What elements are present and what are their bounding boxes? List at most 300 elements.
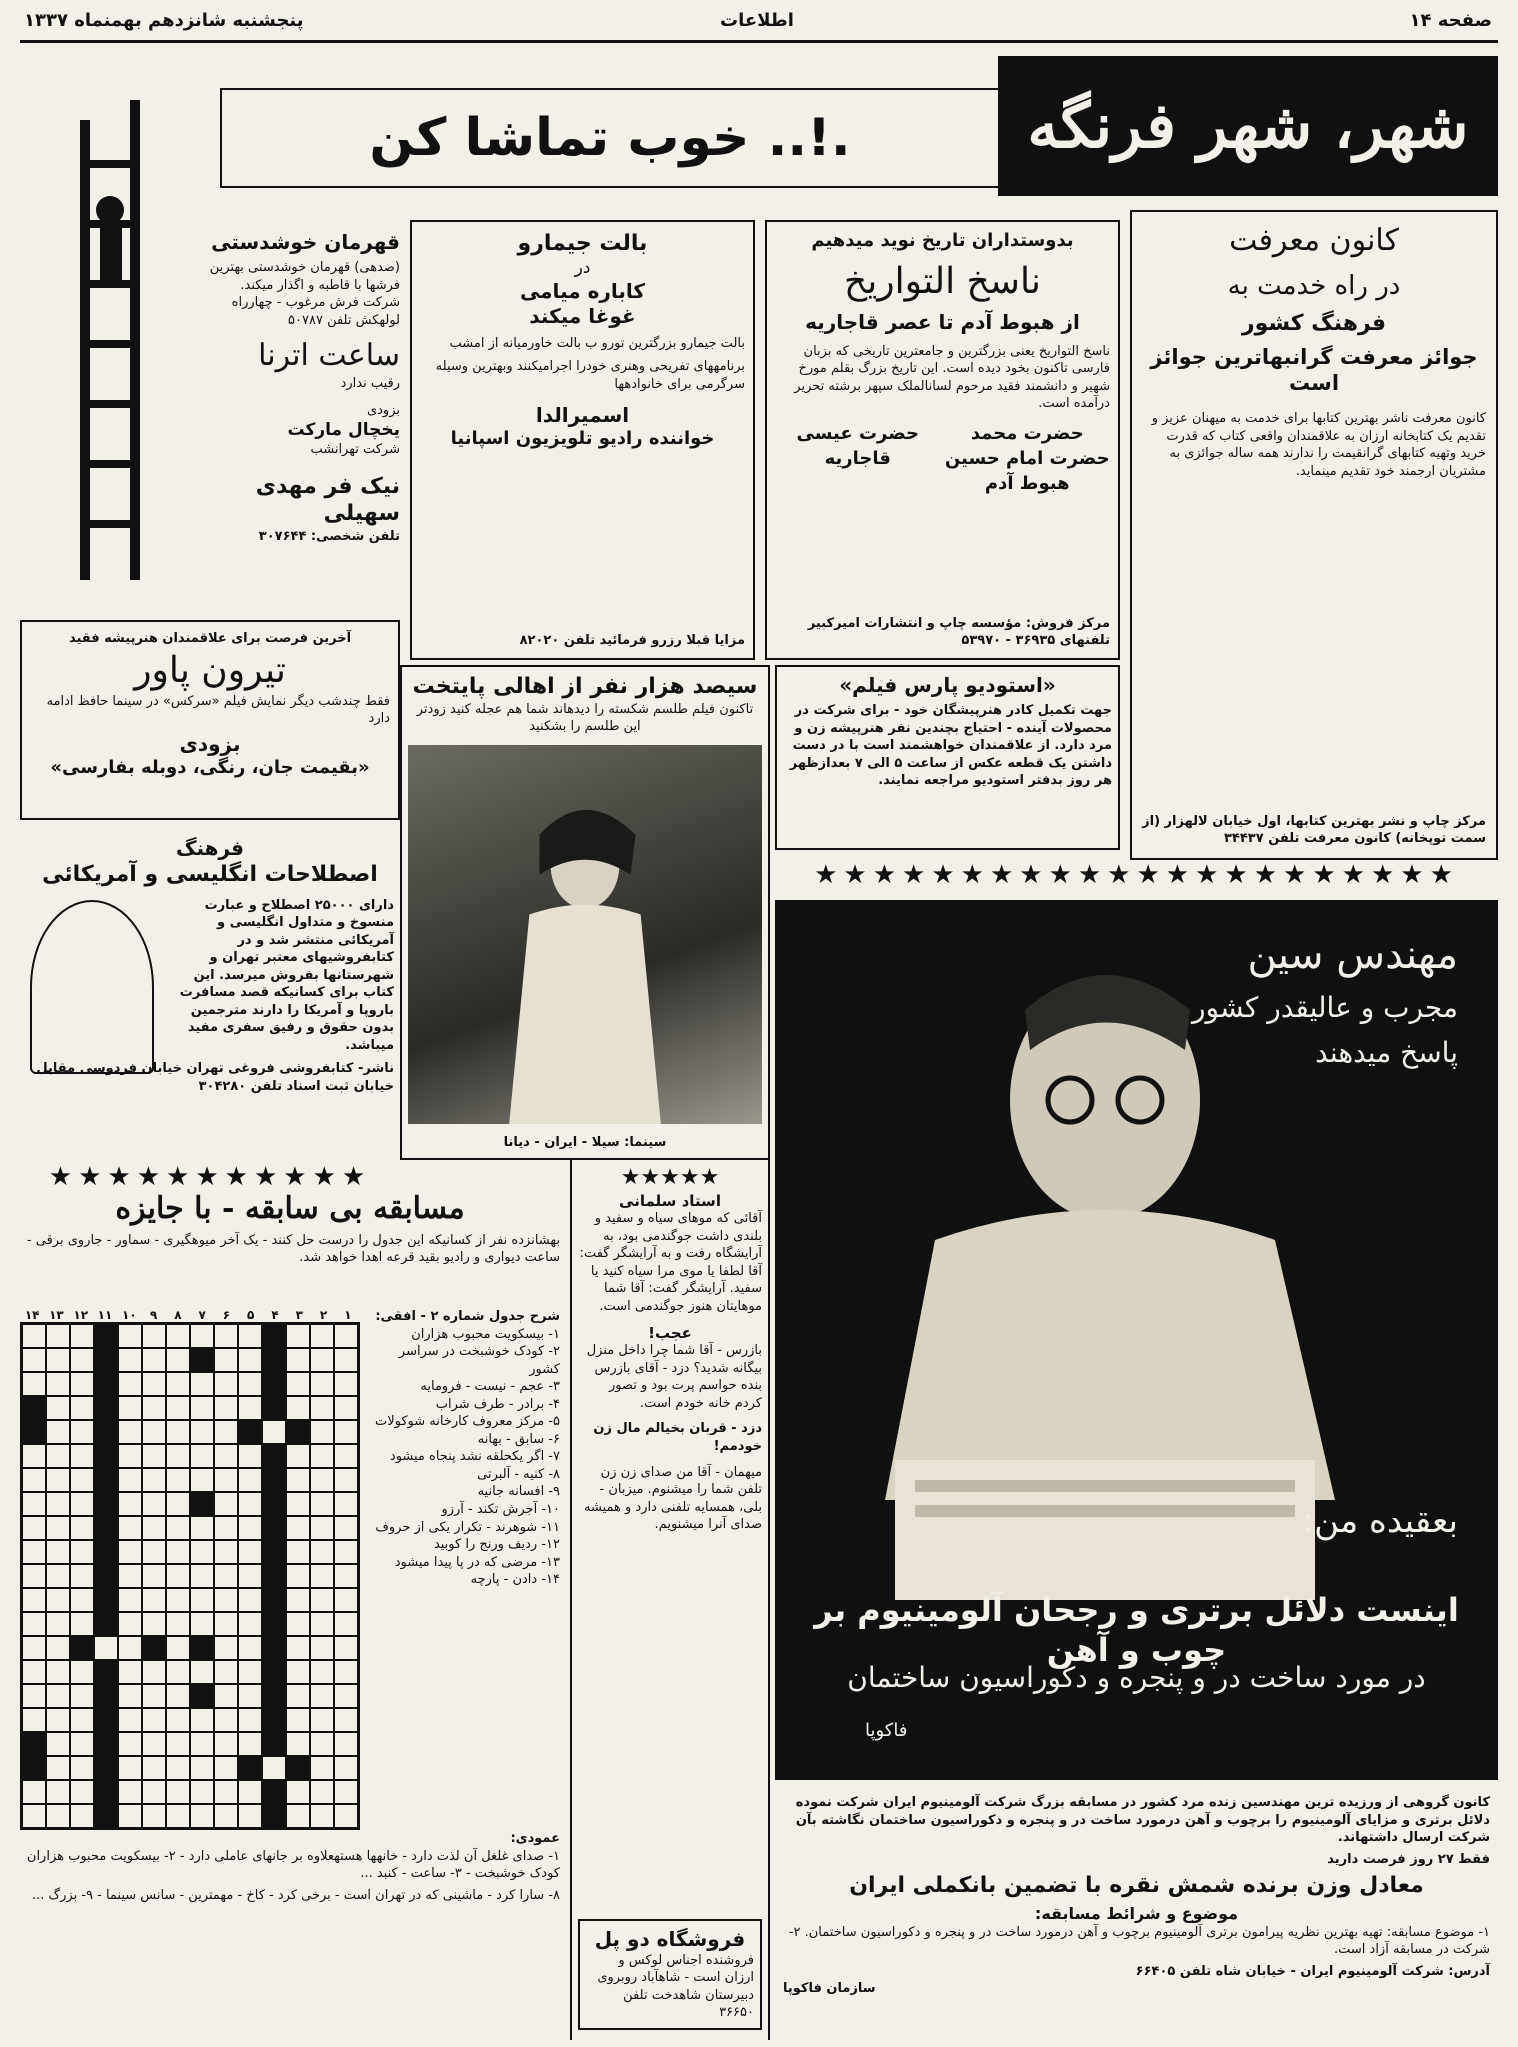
crossword-cell	[238, 1732, 262, 1756]
crossword-cell	[190, 1780, 214, 1804]
newspaper-name: اطلاعات	[720, 10, 794, 31]
ladder-illustration	[20, 60, 200, 580]
crossword-cell	[334, 1348, 358, 1372]
crossword-cell	[334, 1612, 358, 1636]
crossword-cell	[262, 1444, 286, 1468]
nasekh-vol: حضرت امام حسین	[944, 447, 1110, 469]
crossword-cell	[142, 1780, 166, 1804]
crossword-cell	[118, 1324, 142, 1348]
crossword-cell	[166, 1324, 190, 1348]
crossword-cell	[94, 1660, 118, 1684]
farhang-ad	[20, 830, 400, 1160]
crossword-cell	[94, 1396, 118, 1420]
crossword-cell	[70, 1468, 94, 1492]
col-number: ۱۳	[49, 1308, 64, 1322]
studio-body: جهت تکمیل کادر هنرپیشگان خود - برای شرکت در محصولات آینده - احتیاج بچندین نفر هنرپیشه زن و مرد دارد. از علاقمندان خواهشمند است با در دست داشتن یک قطعه عکس از ساعت ۵ الی ۷ بعدازظهر هر روز بدفتر استودیو مراجعه نمایند.	[789, 703, 1112, 789]
crossword-cell	[214, 1708, 238, 1732]
crossword-cell	[118, 1348, 142, 1372]
crossword-cell	[118, 1492, 142, 1516]
crossword-cell	[46, 1468, 70, 1492]
crossword-cell	[238, 1468, 262, 1492]
crossword-cell	[310, 1492, 334, 1516]
banner-slogan: خوب تماشا کن ..!.	[220, 88, 1000, 188]
crossword-cell	[94, 1492, 118, 1516]
col-number: ۴	[271, 1308, 279, 1322]
crossword-cell	[142, 1372, 166, 1396]
farhang-body: دارای ۲۵۰۰۰ اصطلاح و عبارت منسوخ و متداول انگلیسی و آمریکائی منتشر شد و در کتابفروشیهای معتبر تهران و شهرستانها بفروش میرسد. این کتاب برای کسانیکه قصد مسافرت باروپا و آمریکا را دارند مترجمین بدون حقوق و رفیق سفری مفید میباشد.	[179, 897, 394, 1053]
crossword-cell	[70, 1444, 94, 1468]
crossword-cell	[262, 1804, 286, 1828]
crossword-cell	[70, 1804, 94, 1828]
crossword-cell	[22, 1468, 46, 1492]
ad-deadline: فقط ۲۷ روز فرصت دارید	[1327, 1851, 1490, 1867]
crossword-cell	[334, 1684, 358, 1708]
crossword-cell	[214, 1324, 238, 1348]
hero-sig-tel: تلفن شخصی: ۳۰۷۶۴۴	[258, 528, 400, 544]
crossword-cell	[142, 1636, 166, 1660]
crossword-cell	[166, 1348, 190, 1372]
ballet-l2: کاباره میامی	[519, 278, 646, 303]
nasekh-vol: قاجاریه	[824, 447, 891, 469]
crossword-cell	[310, 1516, 334, 1540]
crossword-cell	[334, 1396, 358, 1420]
crossword-cell	[310, 1732, 334, 1756]
column-stars: ★★★★★	[620, 1165, 720, 1190]
star-divider-left: ★★★★★★★★★★★	[48, 1162, 372, 1192]
crossword-cell	[94, 1612, 118, 1636]
more-clues: ۸- سارا کرد - ماشینی که در تهران است - برخی کرد - کاخ - مهمترین - سانس سینما - ۹- بزرگ ...	[31, 1887, 560, 1903]
crossword-cell	[94, 1636, 118, 1660]
crossword-cell	[118, 1396, 142, 1420]
crossword-cell	[190, 1348, 214, 1372]
studio-pars-film-ad	[775, 665, 1120, 850]
crossword-cell	[214, 1660, 238, 1684]
crossword-cell	[46, 1540, 70, 1564]
crossword-cell	[262, 1636, 286, 1660]
crossword-cell	[46, 1636, 70, 1660]
crossword-cell	[46, 1516, 70, 1540]
crossword-cell	[94, 1348, 118, 1372]
farhang-publisher: ناشر- کتابفروشی فروغی تهران خیابان فردوسی مقابل خیابان ثبت اسناد تلفن ۳۰۴۲۸۰	[36, 1061, 394, 1094]
crossword-cell	[310, 1780, 334, 1804]
crossword-cell	[286, 1684, 310, 1708]
crossword-cell	[262, 1732, 286, 1756]
ad-opinion: بعقیده من:	[1302, 1501, 1458, 1541]
crossword-cell	[70, 1732, 94, 1756]
hero-signature: نیک فر مهدی سهیلی	[255, 473, 400, 527]
crossword-cell	[46, 1588, 70, 1612]
crossword-cell	[142, 1516, 166, 1540]
crossword-cell	[286, 1396, 310, 1420]
farhang-sub: اصطلاحات انگلیسی و آمریکائی	[42, 862, 378, 887]
crossword-cell	[190, 1444, 214, 1468]
crossword-cell	[214, 1420, 238, 1444]
crossword-cell	[22, 1396, 46, 1420]
crossword-cell	[334, 1804, 358, 1828]
page-header	[20, 8, 1498, 38]
crossword-cell	[262, 1612, 286, 1636]
crossword-cell	[22, 1372, 46, 1396]
crossword-cell	[286, 1780, 310, 1804]
col-number: ۵	[247, 1308, 255, 1322]
crossword-cell	[214, 1732, 238, 1756]
crossword-cell	[334, 1516, 358, 1540]
farhang-title: فرهنگ	[175, 836, 245, 860]
kanoon-sub3: جوائز معرفت گرانبهاترین جوائز است	[1150, 344, 1478, 395]
clue: ۱۴- دادن - پارچه	[470, 1572, 560, 1588]
crossword-cell	[214, 1780, 238, 1804]
crossword-cell	[238, 1564, 262, 1588]
ad-engineer-name: مهندس سین	[1247, 932, 1458, 978]
crossword-cell	[190, 1372, 214, 1396]
clock-title: ساعت اترنا	[258, 338, 400, 374]
ballet-l6: خواننده رادیو تلویزیون اسپانیا	[450, 428, 715, 450]
crossword-cell	[214, 1396, 238, 1420]
col-number: ۳	[295, 1308, 303, 1322]
vertical-title: عمودی:	[510, 1831, 560, 1846]
crossword-cell	[262, 1708, 286, 1732]
ballet-title: بالت جیمارو	[517, 231, 648, 256]
clue: ۷- اگر یکحلقه نشد پنجاه میشود	[389, 1449, 560, 1465]
ad-rules-title: موضوع و شرائط مسابقه:	[1034, 1903, 1239, 1923]
crossword-cell	[238, 1756, 262, 1780]
crossword-cell	[190, 1564, 214, 1588]
crossword-cell	[166, 1708, 190, 1732]
crossword-cell	[286, 1324, 310, 1348]
crossword-cell	[334, 1780, 358, 1804]
crossword-cell	[166, 1660, 190, 1684]
crossword-cell	[334, 1468, 358, 1492]
crossword-cell	[214, 1612, 238, 1636]
crossword-cell	[142, 1540, 166, 1564]
crossword-grid	[20, 1322, 360, 1830]
crossword-cell	[118, 1804, 142, 1828]
nasekh-title: ناسخ التواریخ	[844, 260, 1041, 302]
crossword-cell	[166, 1396, 190, 1420]
crossword-cell	[310, 1612, 334, 1636]
col-number: ۶	[222, 1308, 231, 1322]
clue: ۴- برادر - طرف شراب	[435, 1396, 560, 1412]
crossword-cell	[46, 1396, 70, 1420]
clock-sub: رقیب ندارد	[340, 375, 400, 391]
crossword-cell	[70, 1372, 94, 1396]
crossword-cell	[262, 1396, 286, 1420]
crossword-cell	[214, 1468, 238, 1492]
col-number: ۱۴	[24, 1308, 40, 1322]
crossword-cell	[22, 1444, 46, 1468]
crossword-cell	[166, 1516, 190, 1540]
ballet-l1: در	[574, 257, 591, 278]
crossword-cell	[94, 1684, 118, 1708]
crossword-cell	[262, 1372, 286, 1396]
column-sub: عجب!	[648, 1323, 692, 1342]
col-number: ۸	[174, 1308, 182, 1322]
ad-brand-mark: فاکوپا	[865, 1720, 908, 1741]
crossword-cell	[142, 1396, 166, 1420]
kanoon-footer: مرکز چاپ و نشر بهترین کتابها، اول خیابان لالهزار (از سمت توپخانه) کانون معرفت تلفن ۳۴۴۳۷	[1142, 813, 1486, 847]
crossword-cell	[46, 1756, 70, 1780]
ad-intro: کانون گروهی از ورزیده ترین مهندسین زنده مرد کشور در مسابقه بزرگ شرکت آلومینیوم ایران شرکت نموده دلائل برتری و مزایای آلومینیوم را برچوب و آهن درمورد ساخت در و پنجره و دکوراسیون ساختمان نگاشته بآن شرکت ارسال داشتهاند.	[795, 1795, 1490, 1846]
crossword-cell	[70, 1708, 94, 1732]
crossword-cell	[190, 1708, 214, 1732]
crossword-cell	[22, 1660, 46, 1684]
crossword-cell	[22, 1732, 46, 1756]
crossword-cell	[118, 1612, 142, 1636]
crossword-cell	[214, 1540, 238, 1564]
crossword-cell	[286, 1636, 310, 1660]
crossword-cell	[142, 1660, 166, 1684]
col-number: ۱۲	[73, 1308, 89, 1322]
crossword-cell	[22, 1780, 46, 1804]
crossword-cell	[118, 1780, 142, 1804]
crossword-cell	[238, 1708, 262, 1732]
column-body3: میهمان - آقا من صدای زن زن تلفن شما را میشنوم. میزبان - بلی، همسایه تلفنی دارد و همیشه صدای آنرا میشنویم.	[584, 1464, 762, 1533]
clue: ۱۱- شوهرند - تکرار یکی از حروف	[375, 1519, 560, 1535]
crossword-cell	[190, 1396, 214, 1420]
crossword-cell	[70, 1588, 94, 1612]
ballet-jimaro-ad	[410, 220, 755, 660]
crossword-cell	[262, 1756, 286, 1780]
crossword-vertical	[20, 1830, 560, 1904]
ad-text-panel	[775, 1790, 1498, 2040]
across-title: شرح جدول شماره ۲ - افقی:	[375, 1309, 560, 1324]
crossword-cell	[310, 1588, 334, 1612]
clue: ۱۳- مرضی که در پا پیدا میشود	[394, 1554, 560, 1570]
crossword-cell	[46, 1708, 70, 1732]
crossword-cell	[286, 1804, 310, 1828]
crossword-cell	[310, 1756, 334, 1780]
crossword-cell	[262, 1684, 286, 1708]
crossword-cell	[238, 1588, 262, 1612]
film-caption: سینما: سیلا - ایران - دیانا	[503, 1135, 667, 1151]
crossword-cell	[238, 1444, 262, 1468]
crossword-cell	[94, 1444, 118, 1468]
crossword-cell	[262, 1780, 286, 1804]
crossword-cell	[214, 1516, 238, 1540]
ballet-l4: بالت جیمارو بزرگترین تورو ب بالت خاورمیانه از امشب	[449, 335, 745, 351]
kanoon-body: کانون معرفت ناشر بهترین کتابها برای خدمت به میهنان عزیز و تقدیم یک کتابخانه ارزان به علاقمندان واقعی کتاب که قدرت خرید وتهیه کتابهای گرانقیمت را ندارند همه ساله جوائزی به مشتریان ارجمند خود تقدیم مینماید.	[1151, 411, 1486, 479]
crossword-cell	[166, 1732, 190, 1756]
ballet-tel: مزایا قبلا رزرو فرمائید تلفن ۸۲۰۲۰	[519, 633, 745, 649]
crossword-cell	[142, 1612, 166, 1636]
crossword-cell	[142, 1444, 166, 1468]
crossword-cell	[286, 1348, 310, 1372]
crossword-cell	[94, 1540, 118, 1564]
tyrone-soon: بزودی	[179, 731, 241, 756]
ad-tag2: پاسخ میدهند	[1315, 1036, 1458, 1069]
crossword-cell	[22, 1420, 46, 1444]
crossword-cell	[94, 1588, 118, 1612]
crossword-cell	[142, 1564, 166, 1588]
crossword-cell	[334, 1756, 358, 1780]
film-headline: سیصد هزار نفر از اهالی پایتخت	[412, 674, 758, 699]
nasekh-headline: بدوستداران تاریخ نوید میدهیم	[811, 230, 1074, 251]
crossword-cell	[238, 1324, 262, 1348]
crossword-cell	[286, 1732, 310, 1756]
crossword-cell	[22, 1588, 46, 1612]
crossword-cell	[214, 1588, 238, 1612]
crossword-cell	[286, 1420, 310, 1444]
crossword-cell	[166, 1612, 190, 1636]
crossword-cell	[22, 1804, 46, 1828]
ad-main1: اینست دلائل برتری و رجحان آلومینیوم بر چوب و آهن	[814, 1591, 1459, 1669]
nasekh-vol: حضرت محمد	[970, 422, 1084, 444]
tyrone-name: تیرون پاور	[134, 649, 286, 691]
crossword-cell	[118, 1516, 142, 1540]
crossword-cell	[22, 1516, 46, 1540]
crossword-cell	[46, 1804, 70, 1828]
crossword-area	[20, 1308, 360, 1830]
nasekh-volumes	[775, 423, 1110, 494]
crossword-cell	[238, 1804, 262, 1828]
crossword-cell	[22, 1612, 46, 1636]
crossword-cell	[238, 1420, 262, 1444]
crossword-cell	[142, 1756, 166, 1780]
crossword-cell	[46, 1420, 70, 1444]
ad-prize: معادل وزن برنده شمش نقره با تضمین بانکملی ایران	[849, 1873, 1424, 1899]
crossword-cell	[166, 1780, 190, 1804]
crossword-cell	[22, 1756, 46, 1780]
crossword-cell	[166, 1588, 190, 1612]
crossword-cell	[46, 1564, 70, 1588]
crossword-cell	[286, 1516, 310, 1540]
nasekh-vol: هبوط آدم	[984, 472, 1070, 494]
tyrone-last: «بقیمت جان، رنگی، دوبله بفارسی»	[50, 756, 370, 778]
crossword-cell	[142, 1732, 166, 1756]
crossword-cell	[22, 1708, 46, 1732]
crossword-cell	[286, 1492, 310, 1516]
crossword-cell	[334, 1732, 358, 1756]
crossword-cell	[262, 1492, 286, 1516]
clue: ۸- کنیه - آلبرتی	[477, 1466, 560, 1482]
crossword-clues	[370, 1308, 560, 1589]
crossword-cell	[334, 1588, 358, 1612]
crossword-cell	[238, 1372, 262, 1396]
clue: ۵- مرکز معروف کارخانه شوکولات	[374, 1414, 560, 1430]
crossword-cell	[238, 1540, 262, 1564]
crossword-cell	[262, 1468, 286, 1492]
crossword-cell	[142, 1492, 166, 1516]
crossword-cell	[286, 1468, 310, 1492]
crossword-cell	[214, 1756, 238, 1780]
crossword-cell	[142, 1468, 166, 1492]
crossword-cell	[118, 1756, 142, 1780]
crossword-cell	[334, 1636, 358, 1660]
crossword-cell	[46, 1372, 70, 1396]
crossword-cell	[70, 1516, 94, 1540]
crossword-cell	[286, 1612, 310, 1636]
crossword-cell	[142, 1420, 166, 1444]
crossword-cell	[94, 1420, 118, 1444]
tyrone-power-ad	[20, 620, 400, 820]
crossword-numbers	[20, 1308, 360, 1322]
crossword-cell	[142, 1324, 166, 1348]
clue: ۱۲- ردیف ورنج را کوبید	[433, 1537, 560, 1553]
col-number: ۱۰	[121, 1308, 137, 1322]
crossword-cell	[310, 1684, 334, 1708]
crossword-cell	[94, 1372, 118, 1396]
engineer-photo-panel	[775, 900, 1498, 1780]
crossword-cell	[166, 1372, 190, 1396]
crossword-cell	[142, 1804, 166, 1828]
crossword-cell	[262, 1540, 286, 1564]
crossword-cell	[166, 1564, 190, 1588]
crossword-cell	[118, 1468, 142, 1492]
col-number: ۱	[344, 1308, 352, 1322]
col-number: ۱۱	[97, 1308, 113, 1322]
crossword-cell	[118, 1684, 142, 1708]
crossword-cell	[46, 1348, 70, 1372]
crossword-cell	[334, 1708, 358, 1732]
crossword-cell	[286, 1540, 310, 1564]
crossword-cell	[46, 1324, 70, 1348]
nasekh-body: ناسخ التواریخ یعنی بزرگترین و جامعترین تاریخی که بزبان فارسی تاکنون بخود دیده است. این تاریخ بزرگ بقلم مورخ شهیر و دانشمند فقید مرحوم لسانالملک سپهر برشته تحریر درآمده است.	[794, 343, 1110, 412]
crossword-cell	[94, 1756, 118, 1780]
kanoon-sub2: فرهنگ کشور	[1241, 311, 1387, 336]
clue: ۹- افسانه جانیه	[477, 1484, 560, 1500]
crossword-cell	[22, 1564, 46, 1588]
crossword-cell	[286, 1588, 310, 1612]
contest-intro: بهشانزده نفر از کسانیکه این جدول را درست حل کنند - یک آخر میوهگیری - سماور - جاروی برقی - ساعت دیواری و رادیو بقید قرعه اهدا خواهد شد.	[26, 1232, 560, 1266]
crossword-cell	[22, 1540, 46, 1564]
clue: ۲- کودک خوشبخت در سراسر کشور	[398, 1344, 560, 1377]
crossword-cell	[166, 1684, 190, 1708]
crossword-cell	[94, 1468, 118, 1492]
crossword-cell	[262, 1588, 286, 1612]
crossword-cell	[310, 1660, 334, 1684]
crossword-cell	[118, 1660, 142, 1684]
crossword-cell	[310, 1468, 334, 1492]
crossword-cell	[286, 1444, 310, 1468]
tyrone-body: فقط چندشب دیگر نمایش فیلم «سرکس» در سینما حافظ ادامه دارد	[46, 693, 390, 727]
crossword-cell	[190, 1684, 214, 1708]
crossword-cell	[70, 1324, 94, 1348]
ballet-l3: غوغا میکند	[529, 303, 636, 328]
column-title: استاد سلمانی	[619, 1191, 721, 1210]
column-body2: بازرس - آقا شما چرا داخل منزل بیگانه شدید؟ دزد - آقای بازرس بنده حواسم پرت بود و تصور کردم خانه خودم است.	[586, 1343, 762, 1411]
hero-market: یخچال مارکت	[287, 419, 400, 440]
crossword-cell	[190, 1420, 214, 1444]
crossword-cell	[94, 1564, 118, 1588]
column-sub2: دزد - قربان بخیالم مال زن خودمم!	[593, 1421, 762, 1455]
crossword-cell	[46, 1732, 70, 1756]
clue: ۶- سابق - بهانه	[477, 1431, 560, 1447]
banner-title: شهر، شهر فرنگه	[998, 56, 1498, 196]
ballet-l5: برنامههای تفریحی وهنری خودرا اجرامیکنند وبهترین وسیله سرگرمی برای خانوادهها	[435, 359, 745, 392]
crossword-cell	[262, 1420, 286, 1444]
crossword-cell	[118, 1564, 142, 1588]
crossword-cell	[166, 1420, 190, 1444]
nasekh-tavarikh-ad	[765, 220, 1120, 660]
kanoon-title: کانون معرفت	[1229, 223, 1399, 258]
crossword-cell	[70, 1756, 94, 1780]
ad-rules: ۱- موضوع مسابقه: تهیه بهترین نظریه پیرامون برتری آلومینیوم برچوب و آهن درمورد ساخت در و پنجره و دکوراسیون ساختمان. ۲- شرکت در مسابقه آزاد است.	[788, 1924, 1490, 1958]
crossword-cell	[118, 1420, 142, 1444]
film-talesm-ad	[400, 665, 770, 1160]
vertical-clues: ۱- صدای غلغل آن لذت دارد - خانهها هستهعلاوه بر جانهای عاملی دارد - ۲- بیسکویت محبوب هزاران کودک خوشبخت - ۳- ساعت - کنبد ...	[26, 1848, 560, 1882]
crossword-cell	[22, 1348, 46, 1372]
crossword-cell	[190, 1804, 214, 1828]
crossword-cell	[214, 1564, 238, 1588]
crossword-cell	[70, 1348, 94, 1372]
crossword-cell	[166, 1756, 190, 1780]
nasekh-footer: مرکز فروش: مؤسسه چاپ و انتشارات امیرکبیر تلفنهای ۳۶۹۳۵ - ۵۳۹۷۰	[807, 615, 1110, 649]
crossword-cell	[286, 1756, 310, 1780]
tyrone-lead: آخرین فرصت برای علاقمندان هنرپیشه فقید	[68, 631, 352, 646]
crossword-cell	[262, 1516, 286, 1540]
crossword-cell	[190, 1492, 214, 1516]
col-number: ۷	[198, 1308, 206, 1322]
